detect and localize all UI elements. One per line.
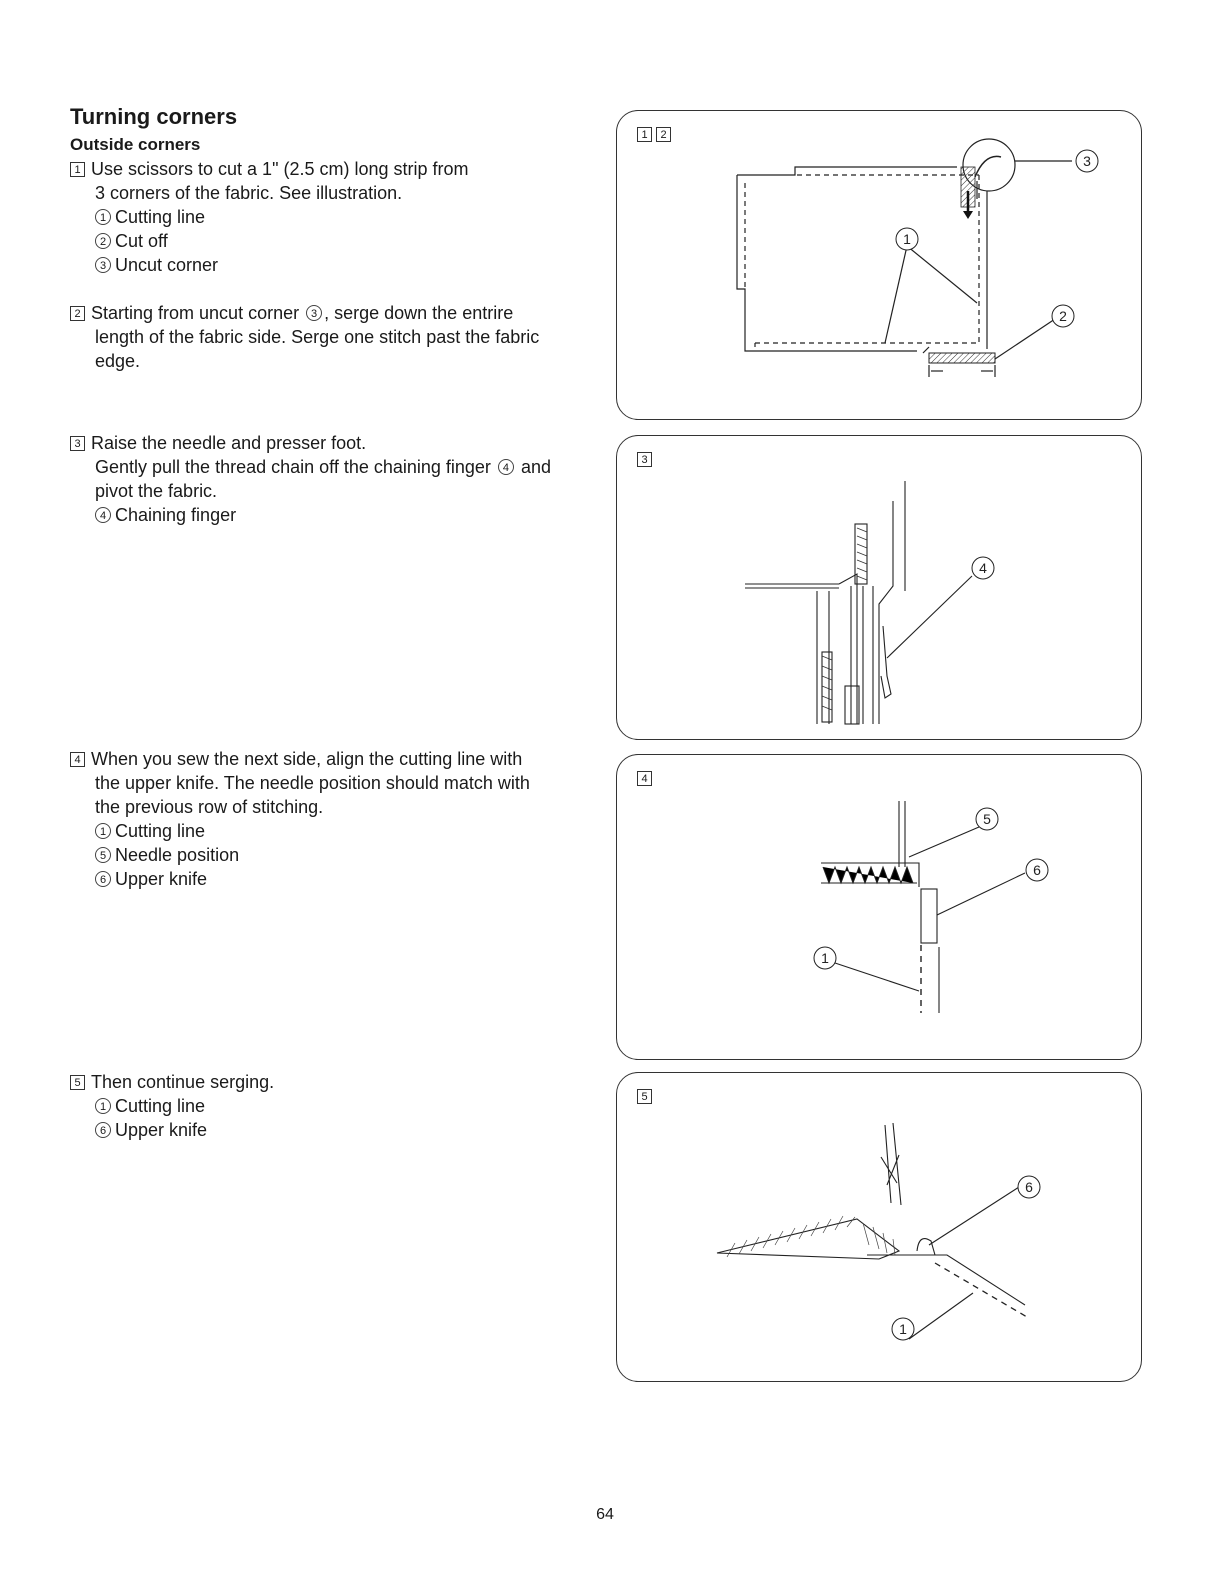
callout-number: 4 (95, 507, 111, 523)
callout-label: 2 (1059, 308, 1067, 324)
legend-item-label: Uncut corner (115, 255, 219, 275)
callout-number: 5 (95, 847, 111, 863)
callout-number: 6 (95, 1122, 111, 1138)
page-number: 64 (596, 1506, 614, 1523)
step-2 (70, 301, 610, 373)
step-number-box: 4 (70, 752, 85, 767)
step-text: and (520, 457, 552, 477)
callout-label: 6 (1033, 862, 1041, 878)
step-number-box: 3 (70, 436, 85, 451)
callout-label: 3 (1083, 153, 1091, 169)
step-text: Use scissors to cut a 1" (2.5 cm) long strip from (91, 159, 469, 179)
callout-number: 1 (95, 209, 111, 225)
step-text: the previous row of stitching. (95, 797, 324, 817)
step-number-box: 2 (70, 306, 85, 321)
callout-label: 1 (821, 950, 829, 966)
step-number-box: 1 (70, 162, 85, 177)
illustration-panel-1-2 (616, 110, 1142, 420)
illustration-panel-5 (616, 1072, 1142, 1382)
legend-item-label: Cut off (115, 231, 168, 251)
callout-number: 4 (498, 459, 514, 475)
callout-label: 1 (899, 1321, 907, 1337)
section-subtitle: Outside corners (70, 135, 201, 154)
step-text: length of the fabric side. Serge one stitch past the fabric (95, 327, 540, 347)
legend-item-label: Upper knife (115, 1120, 208, 1140)
step-text: Starting from uncut corner (91, 303, 300, 323)
legend-item-label: Upper knife (115, 869, 208, 889)
panel-step-label: 3 (637, 452, 656, 468)
illustration-panel-3 (616, 435, 1142, 740)
callout-number: 3 (306, 305, 322, 321)
illustration-panel-4 (616, 754, 1142, 1060)
callout-number: 6 (95, 871, 111, 887)
step-5 (70, 1070, 610, 1142)
callout-number: 3 (95, 257, 111, 273)
step-text: Gently pull the thread chain off the chaining finger (95, 457, 491, 477)
step-text: Raise the needle and presser foot. (91, 433, 367, 453)
step-text: the upper knife. The needle position should match with (95, 773, 530, 793)
callout-label: 5 (983, 811, 991, 827)
step-1 (70, 157, 610, 277)
callout-number: 1 (95, 823, 111, 839)
callout-number: 2 (95, 233, 111, 249)
callout-label: 4 (979, 560, 987, 576)
step-text: edge. (95, 351, 141, 371)
chaining-finger-illustration (617, 436, 1143, 741)
callout-number: 1 (95, 1098, 111, 1114)
callout-label: 6 (1025, 1179, 1033, 1195)
legend-item-label: Chaining finger (115, 505, 237, 525)
legend-item-label: Cutting line (115, 821, 206, 841)
continue-serging-illustration (617, 1073, 1143, 1383)
step-3 (70, 431, 610, 527)
page-title: Turning corners (70, 104, 238, 129)
step-4 (70, 747, 610, 891)
panel-step-label: 5 (637, 1089, 656, 1105)
fabric-corner-illustration (617, 111, 1143, 421)
legend-item-label: Needle position (115, 845, 240, 865)
step-text: When you sew the next side, align the cutting line with (91, 749, 523, 769)
step-text: 3 corners of the fabric. See illustration. (95, 183, 403, 203)
needle-knife-illustration (617, 755, 1143, 1061)
step-text: , serge down the entrire (324, 303, 514, 323)
step-text: Then continue serging. (91, 1072, 275, 1092)
callout-label: 1 (903, 231, 911, 247)
step-number-box: 5 (70, 1075, 85, 1090)
panel-step-label: 1 2 (637, 127, 675, 143)
legend-item-label: Cutting line (115, 207, 206, 227)
legend-item-label: Cutting line (115, 1096, 206, 1116)
panel-step-label: 4 (637, 771, 656, 787)
step-text: pivot the fabric. (95, 481, 218, 501)
